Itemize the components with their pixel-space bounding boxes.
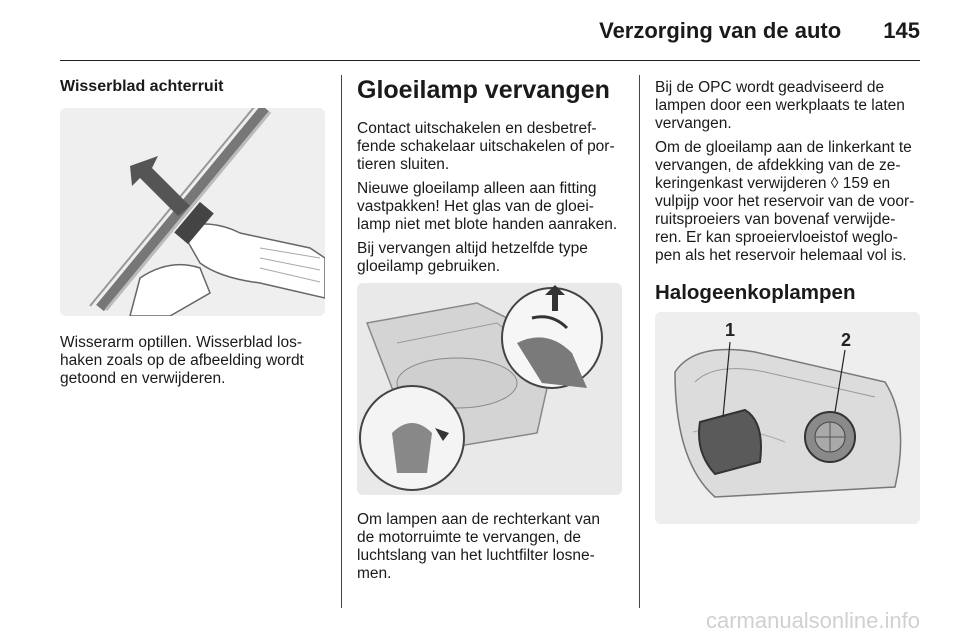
wiper-blade-illustration bbox=[60, 108, 325, 316]
text-line: vervangen. bbox=[655, 115, 732, 132]
text-line: gloeilamp gebruiken. bbox=[357, 258, 501, 275]
callout-2: 2 bbox=[841, 330, 852, 350]
halogen-headlamps-heading: Halogeenkoplampen bbox=[655, 281, 856, 304]
text-line: luchtslang van het luchtfilter losne- bbox=[357, 547, 595, 564]
text-line: pen als het reservoir helemaal vol is. bbox=[655, 247, 907, 264]
text-line: Wisserarm optillen. Wisserblad los- bbox=[60, 334, 303, 351]
text-line: Contact uitschakelen en desbetref- bbox=[357, 120, 597, 137]
column-divider-2 bbox=[639, 75, 640, 608]
text-line: vervangen, de afdekking van de ze- bbox=[655, 157, 901, 174]
column-3 bbox=[655, 79, 925, 305]
text-line: getoond en verwijderen. bbox=[60, 370, 226, 387]
text-line: men. bbox=[357, 565, 392, 582]
column-2 bbox=[357, 76, 627, 282]
wiper-heading: Wisserblad achterruit bbox=[60, 78, 224, 95]
text-line: haken zoals op de afbeelding wordt bbox=[60, 352, 304, 369]
text-line: Bij de OPC wordt geadviseerd de bbox=[655, 79, 885, 96]
text-line: ren. Er kan sproeiervloeistof weglo- bbox=[655, 229, 898, 246]
text-line: keringenkast verwijderen ◊ 159 en bbox=[655, 175, 891, 192]
engine-bay-illustration bbox=[357, 283, 622, 495]
text-line: tieren sluiten. bbox=[357, 156, 450, 173]
text-line: vulpijp voor het reservoir van de voor- bbox=[655, 193, 915, 210]
headlamp-illustration bbox=[655, 312, 920, 524]
watermark: carmanualsonline.info bbox=[705, 608, 920, 633]
text-line: lampen door een werkplaats te laten bbox=[655, 97, 905, 114]
text-line: Om lampen aan de rechterkant van bbox=[357, 511, 600, 528]
column-1 bbox=[60, 78, 330, 96]
text-line: Om de gloeilamp aan de linkerkant te bbox=[655, 139, 912, 156]
bulb-replace-heading: Gloeilamp vervangen bbox=[357, 76, 610, 104]
text-line: fende schakelaar uitschakelen of por- bbox=[357, 138, 615, 155]
text-line: lamp niet met blote handen aanraken. bbox=[357, 216, 618, 233]
page-header bbox=[599, 18, 920, 44]
text-line: ruitsproeiers van bovenaf verwijde- bbox=[655, 211, 896, 228]
column-divider-1 bbox=[341, 75, 342, 608]
callout-1: 1 bbox=[725, 320, 736, 340]
wiper-instructions bbox=[60, 334, 330, 394]
text-line: Nieuwe gloeilamp alleen aan fitting bbox=[357, 180, 597, 197]
air-hose-instructions bbox=[357, 511, 627, 589]
header-rule bbox=[60, 60, 920, 61]
text-line: de motorruimte te vervangen, de bbox=[357, 529, 582, 546]
section-title: Verzorging van de auto bbox=[599, 18, 842, 43]
page-number: 145 bbox=[883, 18, 920, 43]
text-line: vastpakken! Het glas van de gloei- bbox=[357, 198, 594, 215]
text-line: Bij vervangen altijd hetzelfde type bbox=[357, 240, 588, 257]
